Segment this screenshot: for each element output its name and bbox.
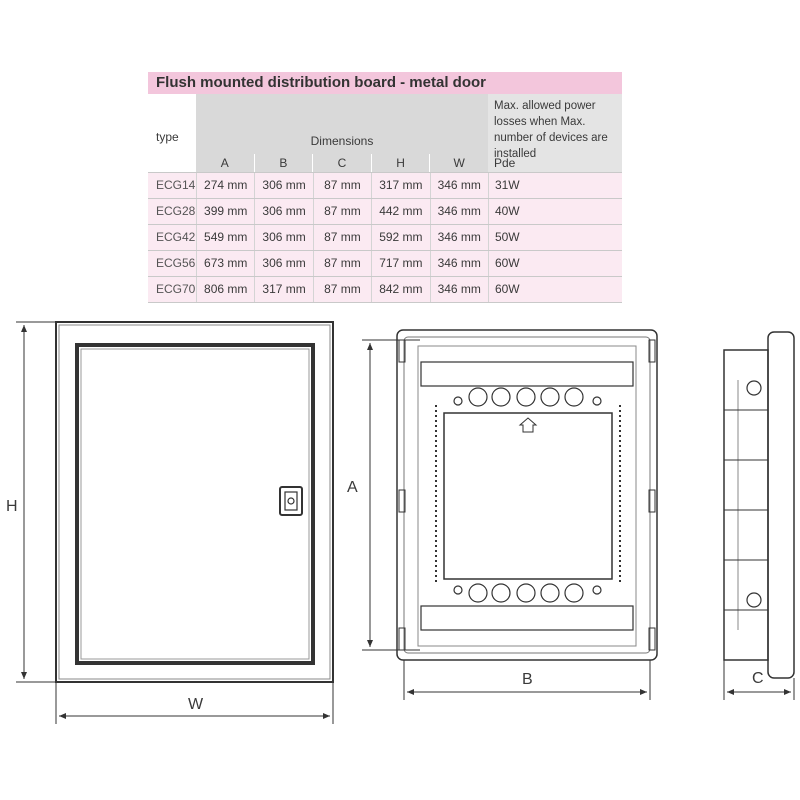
type-cell: ECG14: [156, 178, 196, 192]
top-knockouts: [454, 388, 601, 406]
lock-icon: [280, 487, 302, 515]
a-cell: 274 mm: [196, 173, 254, 198]
w-cell: 346 mm: [430, 277, 488, 302]
bottom-knockouts: [454, 584, 601, 602]
box-wall: [418, 346, 636, 646]
a-dimension: [362, 340, 420, 650]
side-knockouts: [747, 381, 761, 607]
h-cell: 842 mm: [371, 277, 429, 302]
column-b: B: [254, 154, 313, 172]
earth-icon: [520, 418, 536, 432]
h-cell: 717 mm: [371, 251, 429, 276]
w-cell: 346 mm: [430, 199, 488, 224]
power-header: Max. allowed power losses when Max. number of devices are installed: [494, 100, 608, 160]
side-ribs: [724, 410, 768, 610]
a-cell: 673 mm: [196, 251, 254, 276]
pde-header: Pde: [494, 156, 516, 170]
type-cell: ECG56: [156, 256, 196, 270]
label-c: C: [752, 670, 764, 687]
b-cell: 306 mm: [254, 225, 312, 250]
bottom-rail: [421, 606, 633, 630]
h-cell: 442 mm: [371, 199, 429, 224]
pde-cell: 50W: [488, 225, 622, 250]
type-cell: ECG70: [156, 282, 196, 296]
a-cell: 549 mm: [196, 225, 254, 250]
side-view: [724, 332, 794, 678]
mounting-plate: [444, 413, 612, 579]
column-a: A: [220, 156, 229, 170]
label-h: H: [6, 498, 18, 515]
pde-cell: 40W: [488, 199, 622, 224]
door-panel-inner: [81, 349, 309, 659]
table-title: Flush mounted distribution board - metal door: [148, 72, 622, 94]
label-b: B: [522, 671, 533, 688]
c-cell: 87 mm: [313, 277, 371, 302]
pde-cell: 60W: [488, 251, 622, 276]
column-w: W: [429, 154, 488, 172]
dimensions-header: Dimensions: [310, 134, 374, 148]
h-cell: 592 mm: [371, 225, 429, 250]
w-cell: 346 mm: [430, 251, 488, 276]
b-cell: 306 mm: [254, 199, 312, 224]
label-w: W: [188, 696, 204, 713]
w-cell: 346 mm: [430, 225, 488, 250]
side-frame: [768, 332, 794, 678]
label-a: A: [347, 479, 358, 496]
door-panel: [77, 345, 313, 663]
c-cell: 87 mm: [313, 199, 371, 224]
column-c: C: [312, 154, 371, 172]
box-view: [397, 330, 657, 660]
c-cell: 87 mm: [313, 251, 371, 276]
w-cell: 346 mm: [430, 173, 488, 198]
b-cell: 306 mm: [254, 173, 312, 198]
c-cell: 87 mm: [313, 173, 371, 198]
type-header: type: [156, 130, 179, 144]
h-dimension: [16, 322, 56, 682]
front-view: [56, 322, 333, 682]
a-cell: 806 mm: [196, 277, 254, 302]
b-cell: 317 mm: [254, 277, 312, 302]
column-h: H: [371, 154, 430, 172]
a-cell: 399 mm: [196, 199, 254, 224]
type-cell: ECG42: [156, 230, 196, 244]
top-rail: [421, 362, 633, 386]
pde-cell: 31W: [488, 173, 622, 198]
side-body: [724, 350, 768, 660]
b-cell: 306 mm: [254, 251, 312, 276]
c-cell: 87 mm: [313, 225, 371, 250]
pde-cell: 60W: [488, 277, 622, 302]
type-cell: ECG28: [156, 204, 196, 218]
h-cell: 317 mm: [371, 173, 429, 198]
